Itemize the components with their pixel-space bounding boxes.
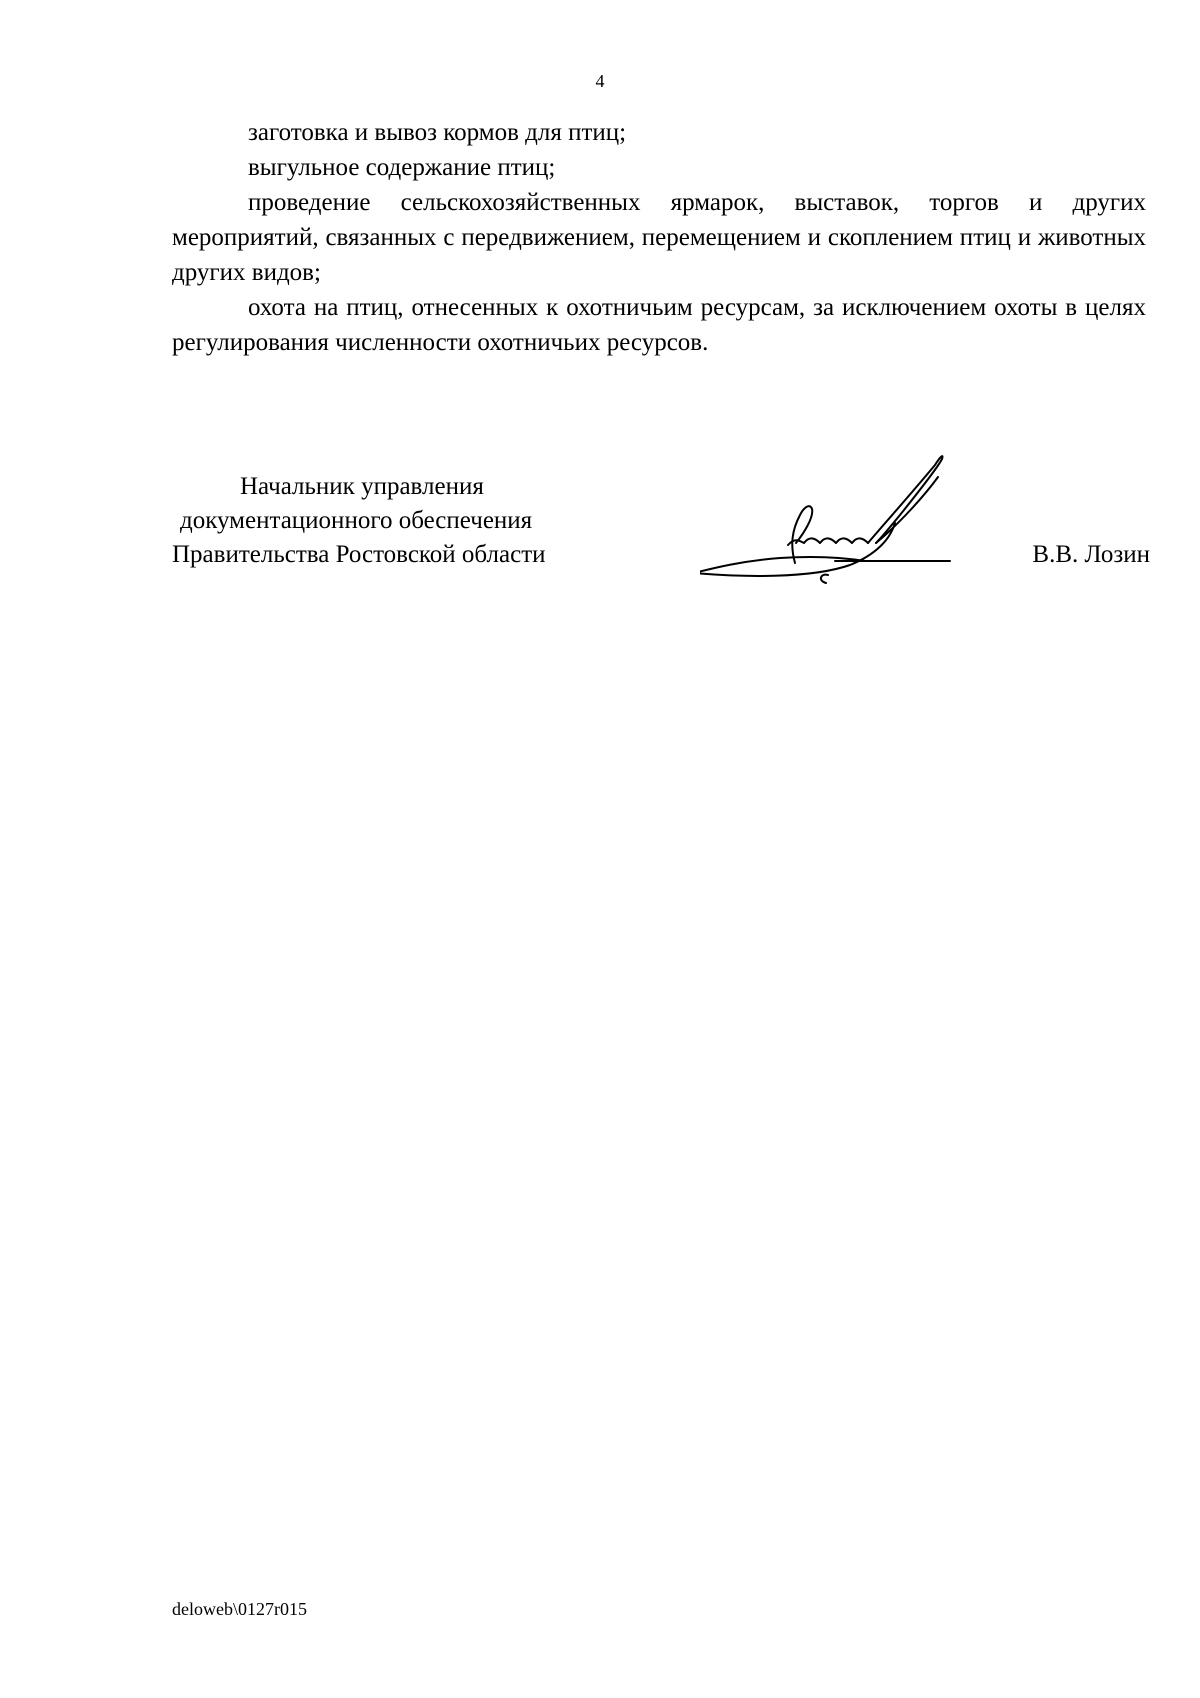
handwritten-signature xyxy=(700,445,1030,595)
document-code: deloweb\0127r015 xyxy=(172,1599,307,1619)
signer-name: В.В. Лозин xyxy=(1032,541,1150,568)
position-line: Правительства Ростовской области xyxy=(172,541,546,568)
position-line: Начальник управления xyxy=(240,473,484,500)
signatory-position xyxy=(172,470,546,572)
document-body xyxy=(172,115,1146,360)
paragraph: заготовка и вывоз кормов для птиц; xyxy=(248,119,627,146)
paragraph: охота на птиц, отнесенных к охотничьим ресурсам, за исключением охоты в целях регулирования численности охотничьих ресурсов. xyxy=(172,294,1146,356)
position-line: документационного обеспечения xyxy=(180,507,533,534)
paragraph: выгульное содержание птиц; xyxy=(248,154,556,181)
paragraph: проведение сельскохозяйственных ярмарок, выставок, торгов и других мероприятий, связанных с передвижением, перемещением и скоплением птиц и животных других видов; xyxy=(172,189,1146,286)
page-number: 4 xyxy=(595,71,605,91)
